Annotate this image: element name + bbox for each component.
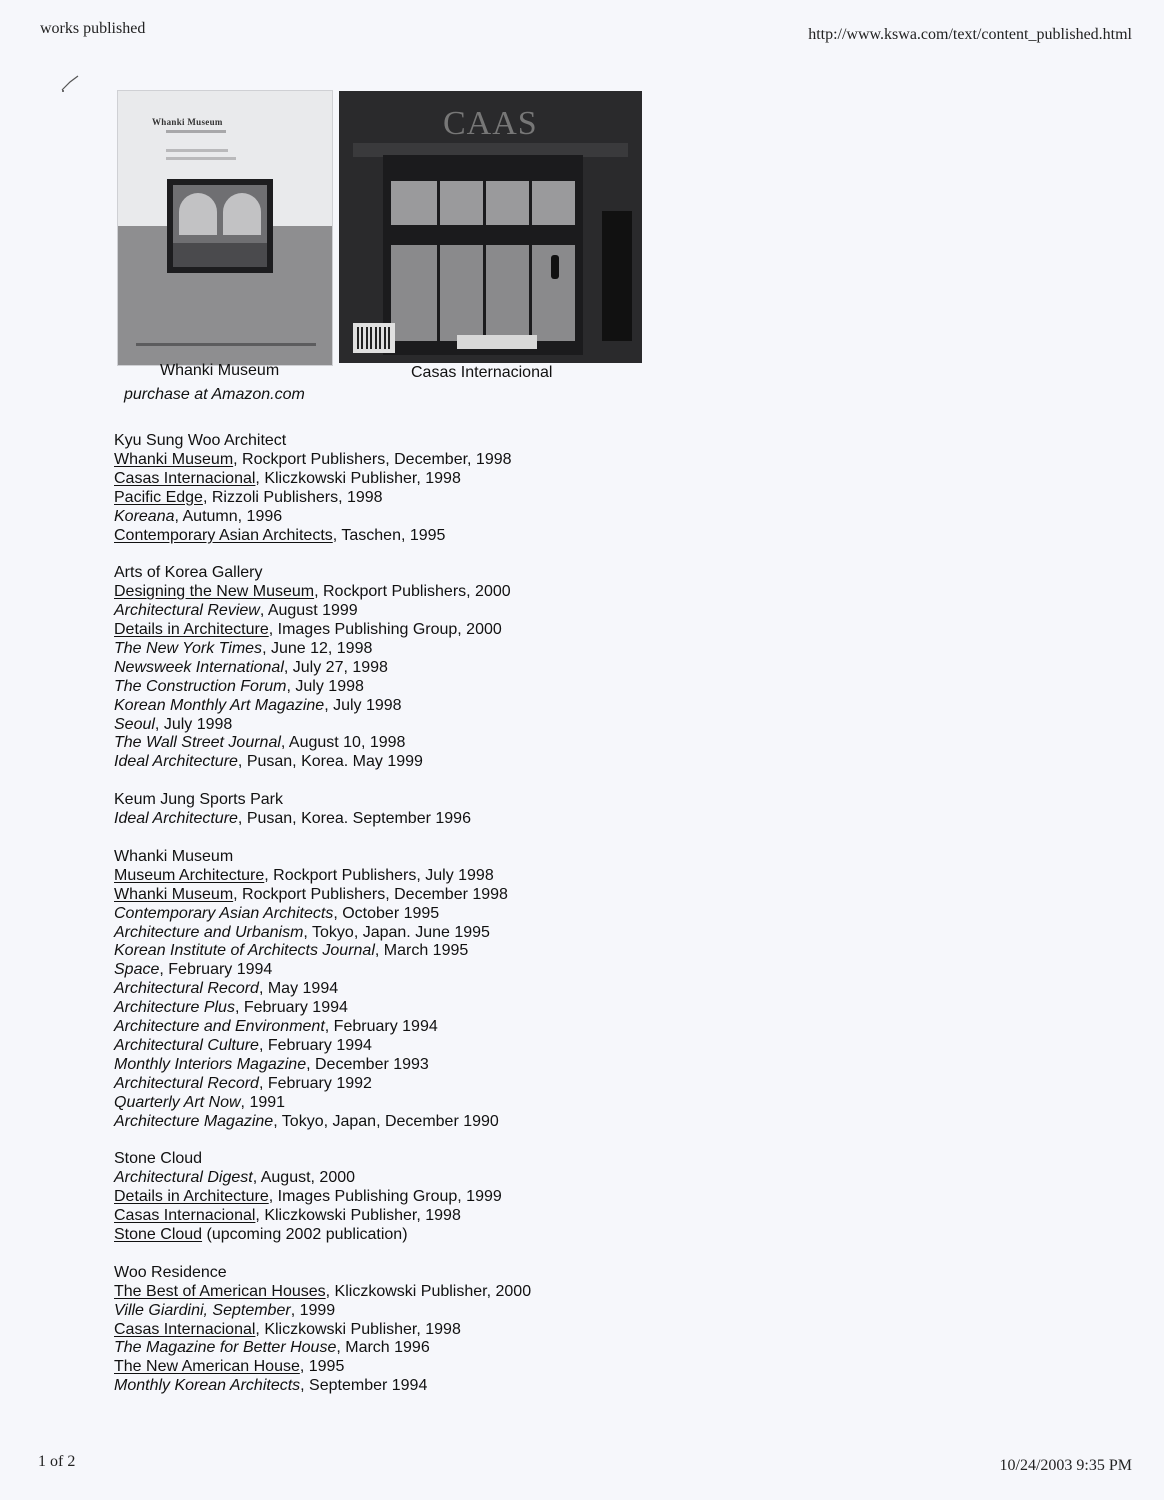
publication-entry — [114, 1113, 531, 1132]
publication-title: Korean Monthly Art Magazine — [114, 696, 325, 714]
publication-title: Architecture and Urbanism — [114, 923, 304, 941]
barcode-icon — [353, 323, 395, 353]
publication-details: , September 1994 — [300, 1377, 428, 1395]
whanki-museum-cover-image[interactable] — [117, 90, 333, 366]
publication-title: Ideal Architecture — [114, 753, 238, 771]
publication-link[interactable]: The Best of American Houses — [114, 1282, 326, 1300]
page-header-title: works published — [40, 20, 146, 37]
publication-details: , March 1995 — [374, 942, 469, 960]
transom — [391, 225, 575, 245]
publication-entry — [114, 1075, 531, 1094]
publisher-label — [457, 335, 537, 349]
publication-link[interactable]: Stone Cloud — [114, 1226, 203, 1243]
publication-details: , Kliczkowski Publisher, 1998 — [255, 469, 461, 487]
publication-entry — [114, 1358, 531, 1377]
casas-internacional-cover-image[interactable] — [339, 91, 642, 363]
cover-photo — [173, 185, 267, 267]
cover-side-shadow — [602, 211, 632, 341]
publication-details: , July 1998 — [154, 715, 233, 733]
publication-title: Architecture Magazine — [114, 1112, 274, 1130]
project-group — [114, 564, 531, 772]
publication-link[interactable]: Museum Architecture — [114, 866, 265, 884]
publication-details: , 1995 — [299, 1358, 345, 1376]
publication-title: Korean Institute of Architects Journal — [114, 942, 375, 960]
cover-subtitle-line — [166, 130, 226, 133]
project-title: Keum Jung Sports Park — [114, 791, 283, 809]
publication-title: The Wall Street Journal — [114, 734, 281, 752]
publication-link[interactable]: Whanki Museum — [114, 885, 234, 903]
publication-details: , Images Publishing Group, 1999 — [268, 1188, 502, 1206]
publication-entry — [114, 621, 531, 640]
publication-details: , Tokyo, Japan, December 1990 — [273, 1112, 499, 1130]
project-group — [114, 791, 531, 829]
publication-entry — [114, 867, 531, 886]
publication-details: , August 10, 1998 — [280, 734, 406, 752]
publication-entry — [114, 1339, 531, 1358]
publication-title: Architectural Culture — [114, 1036, 259, 1054]
publication-entry — [114, 1037, 531, 1056]
publication-details: (upcoming 2002 publication) — [202, 1226, 408, 1243]
publication-entry — [114, 1226, 531, 1245]
arch-left — [179, 193, 217, 235]
publication-details: , Rockport Publishers, 2000 — [314, 583, 511, 601]
project-group — [114, 1264, 531, 1396]
scan-mark-icon — [58, 72, 82, 94]
publication-entry — [114, 489, 531, 508]
publication-link[interactable]: Casas Internacional — [114, 1207, 256, 1225]
page-header-url: http://www.kswa.com/text/content_published.html — [808, 26, 1132, 43]
publication-details: , Kliczkowski Publisher, 1998 — [255, 1320, 461, 1338]
publication-details: , February 1994 — [324, 1018, 438, 1036]
cover-logo: CAAS — [443, 105, 538, 142]
publication-title: Space — [114, 961, 160, 979]
publication-title: Seoul — [114, 715, 155, 733]
publication-link[interactable]: Casas Internacional — [114, 1320, 256, 1338]
publication-details: , August 1999 — [259, 602, 358, 620]
publication-title: Ideal Architecture — [114, 810, 238, 828]
publication-entry — [114, 1188, 531, 1207]
publication-details: , March 1996 — [336, 1339, 430, 1357]
publication-entry — [114, 924, 531, 943]
publication-list — [114, 432, 531, 1415]
publication-details: , Rockport Publishers, December 1998 — [233, 885, 508, 903]
project-group — [114, 848, 531, 1132]
publication-entry — [114, 1018, 531, 1037]
publication-details: , May 1994 — [258, 980, 339, 998]
publication-entry — [114, 659, 531, 678]
publication-entry — [114, 886, 531, 905]
publication-details: , Rockport Publishers, July 1998 — [264, 866, 494, 884]
casas-internacional-caption: Casas Internacional — [411, 364, 553, 381]
project-title: Stone Cloud — [114, 1150, 203, 1168]
cover-photo-floor — [173, 243, 267, 267]
publication-details: , February 1994 — [159, 961, 273, 979]
project-group — [114, 1150, 531, 1245]
publication-details: , 1991 — [240, 1093, 286, 1111]
whanki-museum-caption: Whanki Museum — [160, 362, 280, 379]
cover-facade — [383, 155, 583, 355]
publication-details: , 1999 — [290, 1301, 336, 1319]
publication-title: Architecture and Environment — [114, 1018, 325, 1036]
publication-entry — [114, 1302, 531, 1321]
cover-title: Whanki Museum — [152, 117, 223, 127]
publication-link[interactable]: Contemporary Asian Architects — [114, 526, 333, 544]
publication-details: , July 1998 — [286, 677, 364, 695]
publication-entry — [114, 734, 531, 753]
publication-details: , Autumn, 1996 — [174, 507, 283, 525]
publication-title: Contemporary Asian Architects — [114, 904, 334, 922]
person-silhouette — [551, 255, 559, 279]
publication-details: , July 27, 1998 — [283, 658, 388, 676]
publication-title: Monthly Korean Architects — [114, 1377, 301, 1395]
publication-link[interactable]: The New American House — [114, 1358, 300, 1376]
publication-entry — [114, 583, 531, 602]
publication-details: , June 12, 1998 — [262, 639, 373, 657]
publication-details: , July 1998 — [324, 696, 402, 714]
publication-entry — [114, 942, 531, 961]
publication-entry — [114, 1283, 531, 1302]
cover-photo-frame — [167, 179, 273, 273]
publication-details: , Kliczkowski Publisher, 2000 — [325, 1282, 532, 1300]
publication-details: , Tokyo, Japan. June 1995 — [303, 923, 490, 941]
mullion — [529, 181, 532, 341]
publication-details: , Rockport Publishers, December, 1998 — [233, 450, 512, 468]
publication-link[interactable]: Pacific Edge — [114, 488, 203, 506]
publication-entry — [114, 470, 531, 489]
publication-entry — [114, 753, 531, 772]
mullion — [437, 181, 440, 341]
publication-entry — [114, 980, 531, 999]
publication-entry — [114, 1207, 531, 1226]
publication-details: , February 1994 — [234, 999, 348, 1017]
publication-link[interactable]: Casas Internacional — [114, 469, 256, 487]
publication-title: Architectural Review — [114, 602, 260, 620]
publication-entry — [114, 1377, 531, 1396]
print-timestamp: 10/24/2003 9:35 PM — [999, 1457, 1132, 1474]
publication-link[interactable]: Designing the New Museum — [114, 583, 315, 601]
publication-entry — [114, 697, 531, 716]
publication-title: Architectural Record — [114, 980, 259, 998]
publication-details: , Pusan, Korea. May 1999 — [237, 753, 423, 771]
publication-entry — [114, 527, 531, 546]
publication-title: Architectural Record — [114, 1074, 259, 1092]
publication-link[interactable]: Details in Architecture — [114, 621, 269, 639]
publication-details: , February 1992 — [258, 1074, 372, 1092]
publication-details: , Kliczkowski Publisher, 1998 — [255, 1207, 461, 1225]
publication-entry — [114, 1321, 531, 1340]
publication-title: The New York Times — [114, 639, 263, 657]
publication-details: , Images Publishing Group, 2000 — [268, 621, 502, 639]
publication-entry — [114, 1169, 531, 1188]
project-group — [114, 432, 531, 545]
publication-title: Architecture Plus — [114, 999, 235, 1017]
publication-title: Quarterly Art Now — [114, 1093, 241, 1111]
publication-title: Monthly Interiors Magazine — [114, 1055, 307, 1073]
publication-details: , October 1995 — [333, 904, 440, 922]
project-title: Kyu Sung Woo Architect — [114, 432, 287, 449]
project-title: Arts of Korea Gallery — [114, 564, 263, 582]
publication-details: , August, 2000 — [252, 1169, 356, 1187]
publication-entry — [114, 961, 531, 980]
publication-entry — [114, 508, 531, 527]
publication-entry — [114, 1094, 531, 1113]
cover-footer-line — [136, 343, 316, 346]
publication-entry — [114, 602, 531, 621]
project-title: Whanki Museum — [114, 847, 234, 865]
publication-title: Koreana — [114, 507, 175, 525]
publication-details: , February 1994 — [258, 1036, 372, 1054]
publication-details: , Taschen, 1995 — [332, 526, 446, 544]
publication-link[interactable]: Details in Architecture — [114, 1188, 269, 1206]
publication-title: The Magazine for Better House — [114, 1339, 337, 1357]
publication-entry — [114, 451, 531, 470]
publication-entry — [114, 716, 531, 735]
mullion — [483, 181, 486, 341]
publication-details: , Pusan, Korea. September 1996 — [237, 810, 471, 828]
publication-title: Architectural Digest — [114, 1169, 253, 1187]
amazon-purchase-link[interactable]: purchase at Amazon.com — [124, 386, 305, 403]
publication-title: Ville Giardini, September — [114, 1301, 291, 1319]
publication-title: The Construction Forum — [114, 677, 287, 695]
publication-details: , Rizzoli Publishers, 1998 — [202, 488, 383, 506]
publication-title: Newsweek International — [114, 658, 284, 676]
publication-entry — [114, 1056, 531, 1075]
publication-link[interactable]: Whanki Museum — [114, 450, 234, 468]
project-title: Woo Residence — [114, 1263, 227, 1281]
publication-entry — [114, 640, 531, 659]
publication-details: , December 1993 — [306, 1055, 429, 1073]
publication-entry — [114, 678, 531, 697]
page-number: 1 of 2 — [38, 1453, 76, 1470]
cover-intro-line — [166, 157, 236, 160]
cover-editor-line — [166, 149, 228, 152]
publication-entry — [114, 905, 531, 924]
publication-entry — [114, 999, 531, 1018]
arch-right — [223, 193, 261, 235]
publication-entry — [114, 810, 531, 829]
